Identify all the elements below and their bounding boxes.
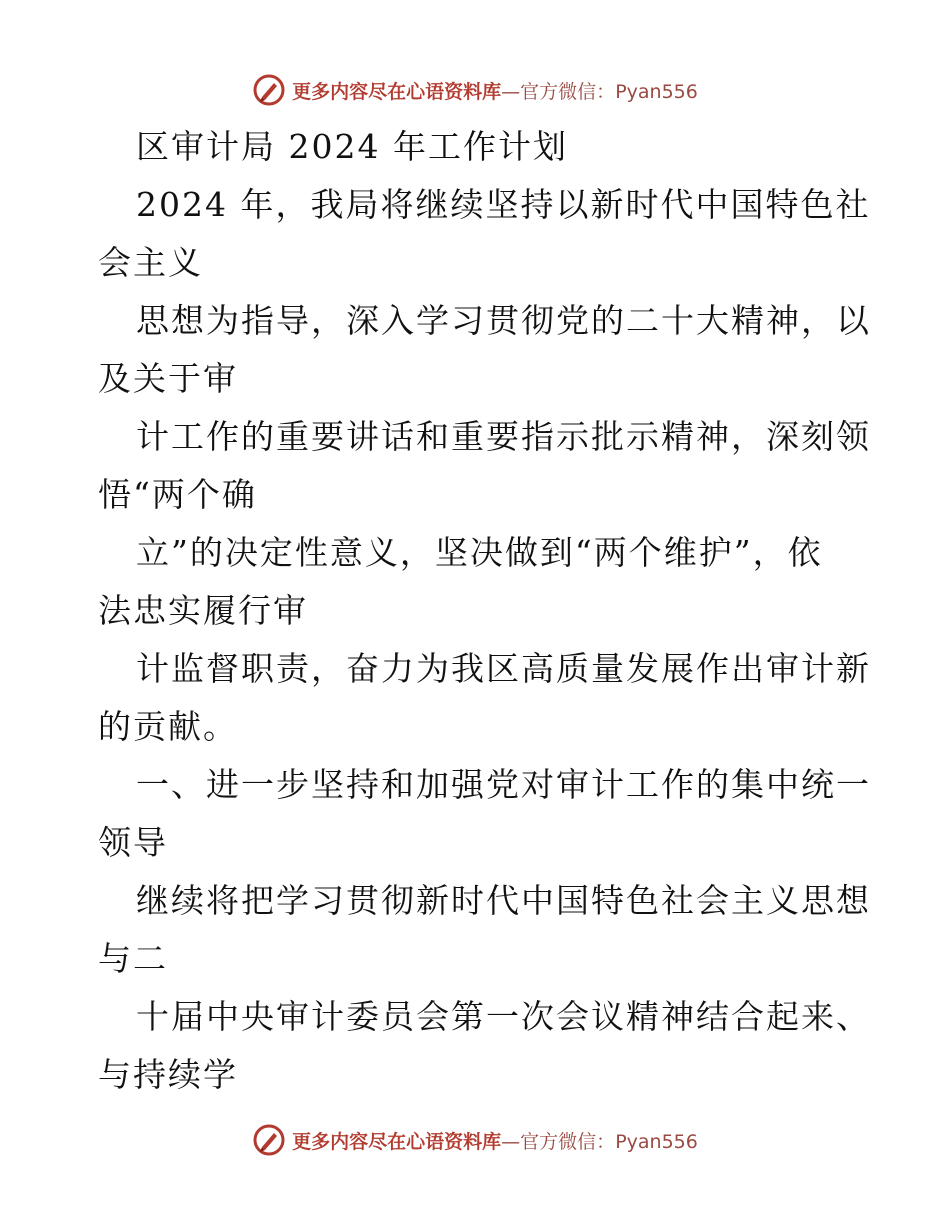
text-line: 十届中央审计委员会第一次会议精神结合起来、	[136, 997, 871, 1036]
text-line: 会主义	[98, 243, 203, 282]
text-line: 2024 年，我局将继续坚持以新时代中国特色社	[136, 185, 871, 224]
text-line: 思想为指导，深入学习贯彻党的二十大精神，以	[136, 301, 871, 340]
text-line: 及关于审	[98, 359, 238, 398]
pen-logo-icon	[252, 1123, 286, 1157]
section-heading: 一、进一步坚持和加强党对审计工作的集中统一	[136, 765, 871, 804]
document-title: 区审计局 2024 年工作计划	[136, 127, 568, 166]
watermark-text: 更多内容尽在心语资料库—官方微信：Pyan556	[292, 80, 698, 103]
text-line: 的贡献。	[98, 707, 238, 746]
header-watermark	[0, 70, 950, 110]
text-line: 计工作的重要讲话和重要指示批示精神，深刻领	[136, 417, 871, 456]
pen-logo-icon	[252, 73, 286, 107]
text-line: 计监督职责，奋力为我区高质量发展作出审计新	[136, 649, 871, 688]
footer-watermark	[0, 1120, 950, 1160]
text-line: 立”的决定性意义，坚决做到“两个维护”，依	[136, 533, 823, 572]
document-body	[98, 118, 871, 1104]
text-line: 悟“两个确	[98, 475, 257, 514]
text-line: 与二	[98, 939, 168, 978]
section-heading-continued: 领导	[98, 823, 168, 862]
text-line: 继续将把学习贯彻新时代中国特色社会主义思想	[136, 881, 871, 920]
text-line: 法忠实履行审	[98, 591, 308, 630]
text-line: 与持续学	[98, 1055, 238, 1094]
watermark-text: 更多内容尽在心语资料库—官方微信：Pyan556	[292, 1130, 698, 1153]
